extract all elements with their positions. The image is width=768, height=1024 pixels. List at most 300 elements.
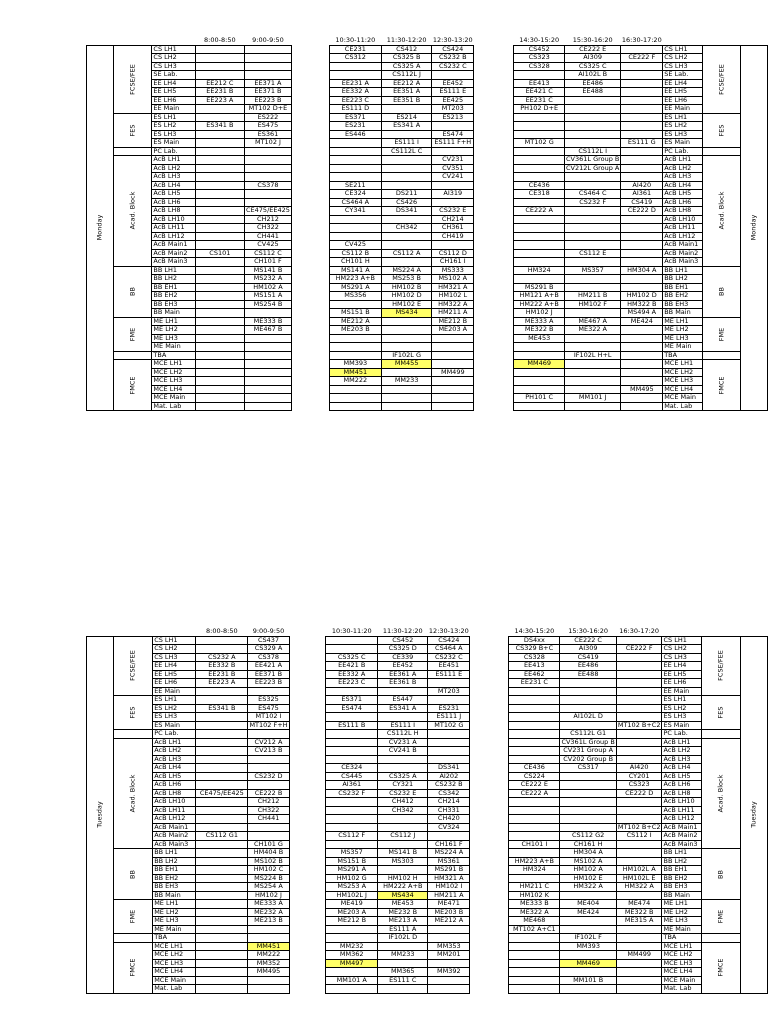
- faculty-text: Acad. Block: [128, 774, 137, 813]
- course-cell: CV241 B: [378, 747, 428, 756]
- break-cell: [474, 156, 514, 165]
- day-text: Tuesday: [749, 801, 758, 828]
- course-cell: [245, 198, 292, 207]
- course-cell: [326, 645, 378, 654]
- course-cell: CS419: [560, 653, 616, 662]
- course-cell: [195, 130, 244, 139]
- table-row: [87, 241, 768, 250]
- faculty-text: FCSE/FEE: [128, 650, 137, 682]
- course-cell: [616, 687, 662, 696]
- course-cell: MM455: [381, 360, 431, 369]
- break-cell: [291, 377, 329, 386]
- course-cell: CS112 B: [329, 249, 381, 258]
- course-cell: CH161 I: [432, 258, 474, 267]
- course-cell: ES214: [381, 113, 431, 122]
- course-cell: ME333 A: [514, 317, 565, 326]
- break-cell: [289, 959, 326, 968]
- course-cell: HM102L A: [616, 866, 662, 875]
- room-name-right: AcB LH2: [663, 164, 702, 173]
- room-name-right: ES LH1: [662, 696, 701, 705]
- course-cell: CS112 G1: [196, 832, 248, 841]
- course-cell: ES111 I: [378, 721, 428, 730]
- room-name-right: AcB LH8: [662, 789, 701, 798]
- room-name-right: ES Main: [662, 721, 701, 730]
- course-cell: CY201: [616, 772, 662, 781]
- course-cell: [245, 351, 292, 360]
- table-row: [87, 71, 768, 80]
- course-cell: [616, 738, 662, 747]
- room-name-right: ES LH3: [663, 130, 702, 139]
- course-cell: MS102 B: [248, 857, 289, 866]
- break-cell: [291, 71, 329, 80]
- course-cell: CH441: [245, 232, 292, 241]
- course-cell: ES446: [329, 130, 381, 139]
- break-cell: [289, 840, 326, 849]
- course-cell: [381, 130, 431, 139]
- faculty-text: FME: [716, 909, 725, 924]
- course-cell: MT102 F+H: [249, 721, 288, 729]
- room-name-right: AcB LH10: [663, 215, 702, 224]
- course-cell: HM223 A+B: [509, 857, 560, 866]
- course-cell: [432, 360, 474, 369]
- time-slot-header: 11:30-12:20: [382, 628, 423, 636]
- course-cell: [621, 71, 663, 80]
- course-cell: [616, 934, 662, 943]
- room-name: MCE Main: [153, 976, 196, 985]
- break-cell: [289, 789, 326, 798]
- course-cell: MM222: [329, 377, 381, 386]
- course-cell: MS356: [329, 292, 381, 301]
- course-cell: HM102 E: [381, 300, 431, 309]
- course-cell: MT102 B+C2: [617, 721, 661, 729]
- break-cell: [474, 139, 514, 148]
- course-cell: [329, 156, 381, 165]
- room-name-right: CS LH2: [662, 645, 701, 654]
- course-cell: MM393: [560, 942, 616, 951]
- course-cell: [514, 241, 565, 250]
- room-name-right: EE LH4: [662, 662, 701, 671]
- course-cell: [616, 891, 662, 900]
- table-row: [87, 139, 768, 148]
- break-cell: [474, 326, 514, 335]
- course-cell: MS224 A: [428, 849, 470, 858]
- course-cell: [196, 866, 248, 875]
- course-cell: CS464 A: [428, 645, 470, 654]
- course-cell: [378, 713, 428, 722]
- time-slot-header: 14:30-15:20: [519, 37, 560, 45]
- course-cell: ES111 I: [381, 139, 431, 148]
- course-cell: [381, 181, 431, 190]
- course-cell: [428, 755, 470, 764]
- course-cell: MS151 B: [326, 857, 378, 866]
- room-name-right: ES Main: [663, 139, 702, 148]
- faculty-label-right: [702, 113, 741, 147]
- table-row: [87, 704, 768, 713]
- course-cell: [196, 713, 248, 722]
- course-cell: CH212: [248, 798, 289, 807]
- course-cell: CS232 F: [326, 789, 378, 798]
- break-cell: [291, 190, 329, 199]
- course-cell: MS291 A: [326, 866, 378, 875]
- course-cell: [616, 985, 662, 994]
- course-cell: [329, 62, 381, 71]
- break-cell: [291, 249, 329, 258]
- break-cell: [470, 704, 509, 713]
- course-cell: CV425: [329, 241, 381, 250]
- course-cell: MM233: [378, 951, 428, 960]
- faculty-label: [114, 738, 153, 849]
- course-cell: EE231 C: [509, 679, 560, 688]
- break-cell: [289, 772, 326, 781]
- course-cell: [560, 704, 616, 713]
- course-cell: CS232 D: [248, 772, 289, 781]
- course-cell: AI361: [326, 781, 378, 790]
- table-row: [87, 343, 768, 352]
- course-cell: MT203: [432, 105, 474, 114]
- room-name-right: AcB Main3: [663, 258, 702, 267]
- break-cell: [289, 934, 326, 943]
- corner: [152, 37, 195, 45]
- course-cell: [564, 130, 620, 139]
- room-name-right: AcB Main3: [662, 840, 701, 849]
- table-row: [87, 772, 768, 781]
- course-cell: MT102 G: [428, 721, 470, 730]
- room-name: AcB Main3: [152, 258, 195, 267]
- table-row: [87, 934, 768, 943]
- course-cell: [514, 173, 565, 182]
- course-cell: [564, 139, 620, 148]
- course-cell: CH101 F: [245, 258, 292, 267]
- course-cell: [509, 968, 560, 977]
- course-cell: CH419: [432, 232, 474, 241]
- course-cell: CE222 A: [509, 789, 560, 798]
- course-cell: CV212 A: [248, 738, 289, 747]
- break-cell: [470, 985, 509, 994]
- faculty-label: [113, 317, 152, 351]
- room-name-right: AcB LH5: [662, 772, 701, 781]
- course-cell: [195, 241, 244, 250]
- room-name: EE LH4: [152, 79, 195, 88]
- course-cell: CS412: [381, 45, 431, 54]
- course-cell: CS232 C: [432, 62, 474, 71]
- course-cell: CS112 A: [381, 249, 431, 258]
- room-name: AcB LH3: [152, 173, 195, 182]
- table-row: [87, 402, 768, 411]
- course-cell: [196, 951, 248, 960]
- break-cell: [474, 147, 514, 156]
- faculty-text: FES: [716, 124, 725, 136]
- room-name-right: CS LH3: [662, 653, 701, 662]
- break-cell: [291, 207, 329, 216]
- break-cell: [470, 721, 509, 730]
- course-cell: MT102 A+C1: [509, 925, 560, 934]
- course-cell: [432, 385, 474, 394]
- table-row: [87, 806, 768, 815]
- faculty-text: Acad. Block: [716, 191, 725, 230]
- time-slot-header: 14:30-15:20: [514, 628, 555, 636]
- break-cell: [474, 402, 514, 411]
- faculty-label: [114, 934, 153, 943]
- break-cell: [470, 832, 509, 841]
- break-cell: [291, 394, 329, 403]
- table-row: [87, 747, 768, 756]
- faculty-text: FMCE: [128, 376, 137, 395]
- course-cell: [509, 747, 560, 756]
- room-name: ES LH3: [153, 713, 196, 722]
- course-cell: CE436: [514, 181, 565, 190]
- break-cell: [291, 224, 329, 233]
- course-cell: [196, 747, 248, 756]
- course-cell: [195, 394, 244, 403]
- break-cell: [289, 781, 326, 790]
- course-cell: CH214: [432, 215, 474, 224]
- course-cell: MS141 A: [329, 266, 381, 275]
- room-name: EE LH6: [152, 96, 195, 105]
- course-cell: [432, 198, 474, 207]
- time-slot-header: 8:00-8:50: [204, 37, 236, 45]
- break-cell: [291, 300, 329, 309]
- room-name: AcB LH10: [152, 215, 195, 224]
- room-name: ES LH2: [153, 704, 196, 713]
- course-cell: CS112L I: [564, 147, 620, 156]
- room-name-right: AcB LH12: [662, 815, 701, 824]
- course-cell: [564, 368, 620, 377]
- faculty-label-right: [702, 266, 741, 317]
- room-name: AcB LH3: [153, 755, 196, 764]
- break-cell: [289, 738, 326, 747]
- course-cell: CS323: [514, 54, 565, 63]
- course-cell: [509, 934, 560, 943]
- course-cell: [329, 215, 381, 224]
- room-name: ES LH2: [152, 122, 195, 131]
- course-cell: CH331: [428, 806, 470, 815]
- course-cell: [509, 959, 560, 968]
- course-cell: MS357: [564, 266, 620, 275]
- course-cell: EE223 C: [326, 679, 378, 688]
- table-row: [87, 266, 768, 275]
- break-cell: [291, 334, 329, 343]
- course-cell: [621, 360, 663, 369]
- room-name-right: BB Main: [663, 309, 702, 318]
- room-name-right: TBA: [662, 934, 701, 943]
- course-cell: [381, 326, 431, 335]
- course-cell: MS151 B: [329, 309, 381, 318]
- room-name: CS LH1: [153, 636, 196, 645]
- course-cell: [428, 679, 470, 688]
- break-cell: [291, 130, 329, 139]
- table-row: [87, 45, 768, 54]
- break-cell: [474, 232, 514, 241]
- course-cell: [564, 215, 620, 224]
- course-cell: [195, 71, 244, 80]
- break-cell: [470, 679, 509, 688]
- break-cell: [289, 891, 326, 900]
- course-cell: CV212L Group A: [565, 164, 620, 172]
- course-cell: [381, 334, 431, 343]
- course-cell: MS253 B: [381, 275, 431, 284]
- room-name-right: BB Main: [662, 891, 701, 900]
- course-cell: CY341: [329, 207, 381, 216]
- break-cell: [474, 122, 514, 131]
- faculty-label-right: [701, 730, 740, 739]
- time-slot-header: 15:30-16:20: [572, 37, 613, 45]
- course-cell: [428, 925, 470, 934]
- course-cell: [248, 755, 289, 764]
- room-name-right: BB LH1: [663, 266, 702, 275]
- course-cell: [560, 789, 616, 798]
- course-cell: [560, 985, 616, 994]
- course-cell: [509, 755, 560, 764]
- room-name: ME LH1: [152, 317, 195, 326]
- course-cell: MS253 A: [326, 883, 378, 892]
- break-cell: [289, 823, 326, 832]
- room-name-right: EE Main: [663, 105, 702, 114]
- course-cell: CE222 B: [248, 789, 289, 798]
- room-name: AcB LH6: [152, 198, 195, 207]
- room-name: Mat. Lab: [152, 402, 195, 411]
- course-cell: HM102 B: [381, 283, 431, 292]
- break-cell: [291, 122, 329, 131]
- course-cell: HM304 A: [560, 849, 616, 858]
- break-cell: [474, 360, 514, 369]
- table-row: [87, 976, 768, 985]
- course-cell: MM233: [381, 377, 431, 386]
- time-slot-header: 16:30-17:20: [621, 37, 662, 45]
- break-cell: [289, 815, 326, 824]
- course-cell: HM102 A: [245, 283, 292, 292]
- room-name-right: MCE LH4: [662, 968, 701, 977]
- break-cell: [289, 976, 326, 985]
- course-cell: ME203 B: [329, 326, 381, 335]
- course-cell: [514, 156, 565, 165]
- course-cell: [378, 866, 428, 875]
- table-row: [87, 258, 768, 267]
- course-cell: [564, 275, 620, 284]
- course-cell: ES111 C: [378, 976, 428, 985]
- course-cell: EE371 B: [248, 670, 289, 679]
- course-cell: CS112 E: [564, 249, 620, 258]
- course-cell: [326, 747, 378, 756]
- break-cell: [474, 71, 514, 80]
- course-cell: [560, 815, 616, 824]
- room-name: EE Main: [152, 105, 195, 114]
- break-cell: [291, 147, 329, 156]
- course-cell: DS4xx: [509, 636, 560, 645]
- corner: [153, 628, 196, 636]
- course-cell: [248, 764, 289, 773]
- course-cell: CS232 C: [428, 653, 470, 662]
- course-cell: [564, 283, 620, 292]
- course-cell: [196, 883, 248, 892]
- course-cell: CS424: [432, 45, 474, 54]
- break-cell: [291, 139, 329, 148]
- course-cell: [621, 62, 663, 71]
- course-cell: IF102L F: [560, 934, 616, 943]
- course-cell: [560, 951, 616, 960]
- course-cell: [560, 891, 616, 900]
- course-cell: MM353: [428, 942, 470, 951]
- course-cell: ES475: [245, 122, 292, 131]
- course-cell: [564, 334, 620, 343]
- course-cell: [432, 122, 474, 131]
- break-cell: [470, 849, 509, 858]
- course-cell: SE211: [329, 181, 381, 190]
- course-cell: HM102 G: [326, 874, 378, 883]
- faculty-text: BB: [128, 869, 137, 879]
- table-row: [87, 164, 768, 173]
- table-row: [87, 190, 768, 199]
- course-cell: MT102 I: [248, 713, 289, 722]
- corner: [114, 628, 153, 636]
- faculty-text: FME: [128, 909, 137, 924]
- course-cell: [381, 164, 431, 173]
- room-name: BB LH1: [152, 266, 195, 275]
- faculty-label: [114, 636, 153, 696]
- room-name: EE LH4: [153, 662, 196, 671]
- table-row: [87, 662, 768, 671]
- course-cell: CS112 C: [245, 249, 292, 258]
- course-cell: ME333 B: [245, 317, 292, 326]
- course-cell: MS291 A: [329, 283, 381, 292]
- break-cell: [474, 130, 514, 139]
- room-name: BB Main: [152, 309, 195, 318]
- course-cell: EE421 B: [326, 662, 378, 671]
- break-cell: [291, 113, 329, 122]
- course-cell: CS232 E: [432, 207, 474, 216]
- room-name-right: CS LH2: [663, 54, 702, 63]
- course-cell: [326, 806, 378, 815]
- course-cell: [514, 232, 565, 241]
- course-cell: MM451: [248, 942, 289, 951]
- course-cell: [245, 54, 292, 63]
- day-label: [87, 636, 114, 993]
- break-cell: [291, 309, 329, 318]
- course-cell: [621, 249, 663, 258]
- course-cell: [509, 849, 560, 858]
- break-cell: [474, 317, 514, 326]
- room-name: AcB Main1: [153, 823, 196, 832]
- room-name: ME LH1: [153, 900, 196, 909]
- room-name-right: EE LH6: [662, 679, 701, 688]
- course-cell: [381, 105, 431, 114]
- course-cell: HM102 J: [514, 309, 565, 318]
- corner: [113, 37, 152, 45]
- break-cell: [474, 334, 514, 343]
- course-cell: [326, 730, 378, 739]
- course-cell: ES111 E: [428, 670, 470, 679]
- course-cell: [326, 713, 378, 722]
- table-row: [87, 113, 768, 122]
- course-cell: [248, 925, 289, 934]
- room-name: PC Lab.: [152, 147, 195, 156]
- break-cell: [474, 105, 514, 114]
- course-cell: [195, 385, 244, 394]
- course-cell: [245, 147, 292, 156]
- room-name-right: Mat. Lab: [663, 402, 702, 411]
- course-cell: [616, 925, 662, 934]
- course-cell: CH322: [248, 806, 289, 815]
- course-cell: [196, 798, 248, 807]
- course-cell: [329, 232, 381, 241]
- course-cell: [432, 334, 474, 343]
- break-cell: [291, 173, 329, 182]
- course-cell: CS378: [248, 653, 289, 662]
- course-cell: EE488: [564, 88, 620, 97]
- course-cell: ME203 A: [432, 326, 474, 335]
- course-cell: [432, 351, 474, 360]
- course-cell: [514, 215, 565, 224]
- break-cell: [470, 857, 509, 866]
